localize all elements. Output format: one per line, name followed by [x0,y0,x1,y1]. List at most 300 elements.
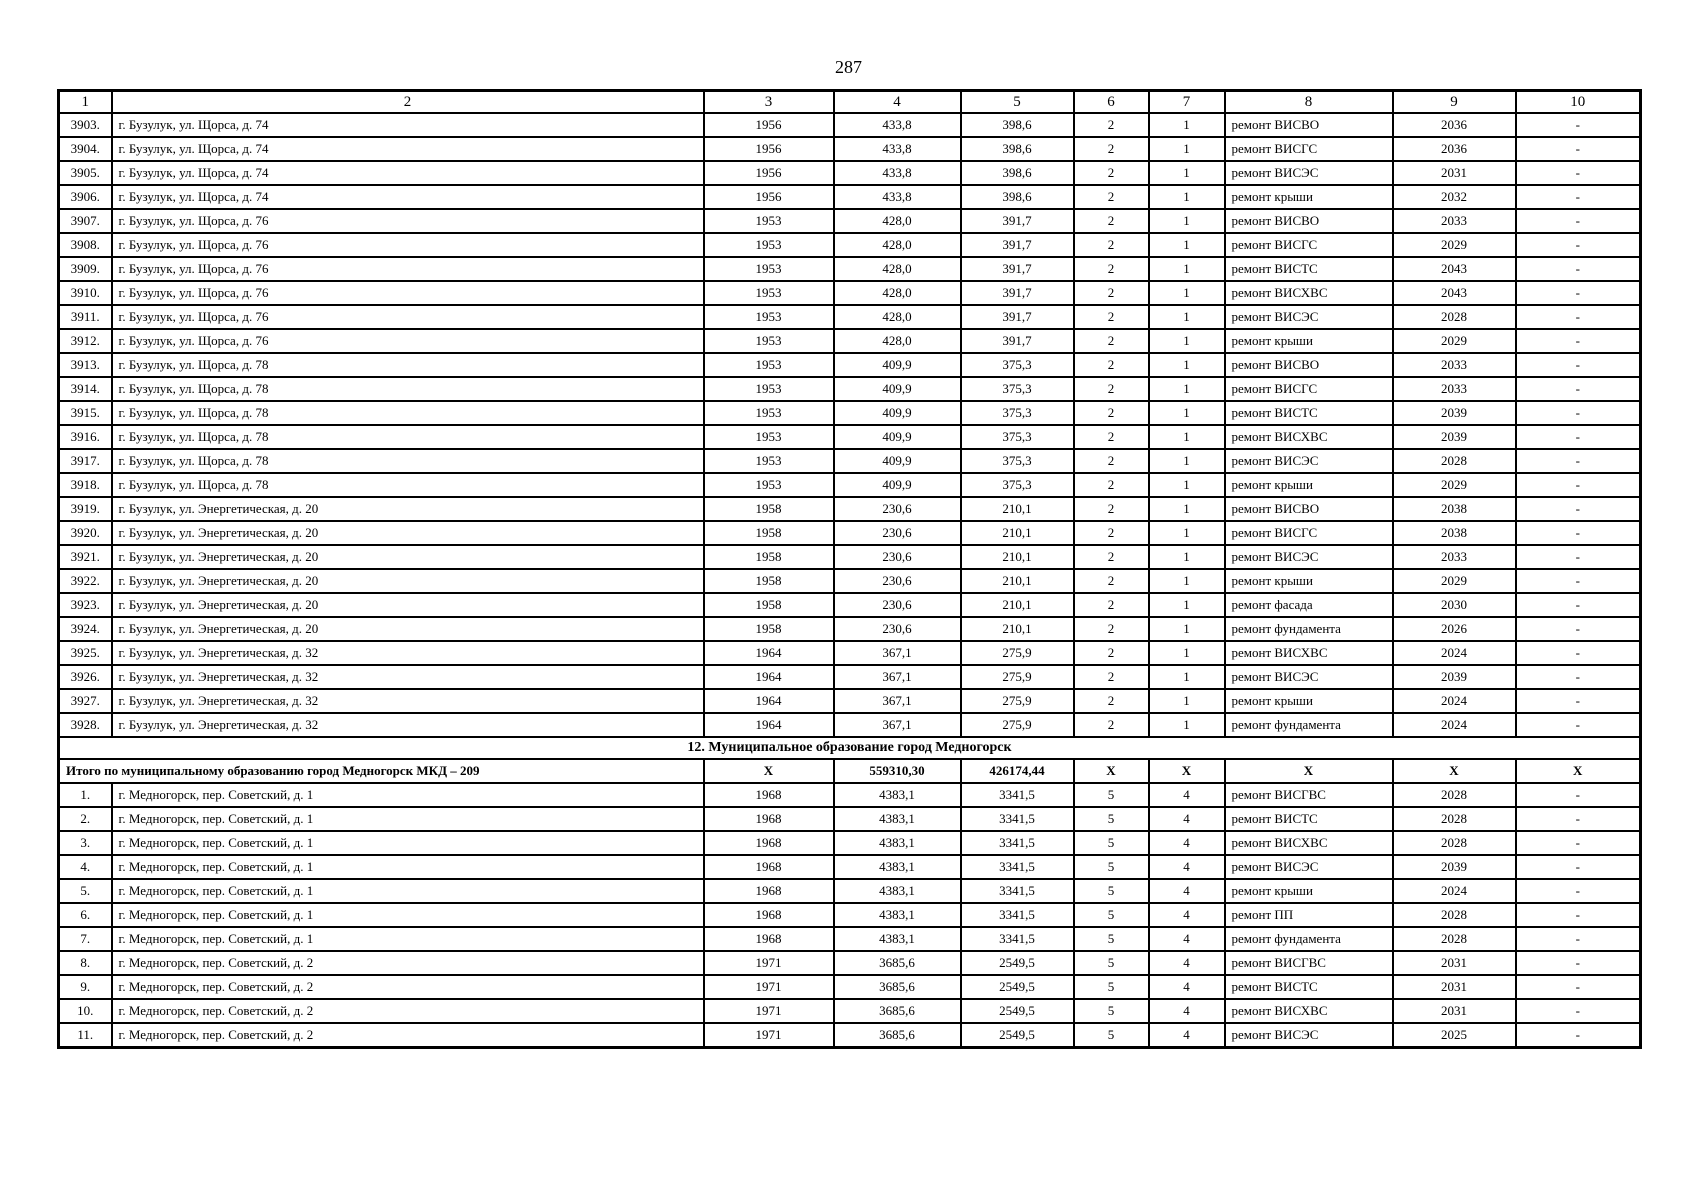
address-cell: г. Бузулук, ул. Энергетическая, д. 20 [112,497,704,521]
living-area-cell: 375,3 [961,473,1074,497]
total-value-cell: 559310,30 [834,759,961,783]
row-number-cell: 3903. [59,113,112,137]
table-row [59,831,1641,855]
table-row [59,425,1641,449]
entrances-cell: 4 [1149,975,1225,999]
living-area-cell: 2549,5 [961,1023,1074,1048]
table-row [59,473,1641,497]
build-year-cell: 1971 [704,1023,834,1048]
floors-cell: 2 [1074,137,1149,161]
build-year-cell: 1968 [704,927,834,951]
total-area-cell: 409,9 [834,377,961,401]
total-area-cell: 428,0 [834,233,961,257]
table-row [59,497,1641,521]
total-area-cell: 367,1 [834,713,961,737]
repair-year-cell: 2029 [1393,329,1516,353]
table-row [59,329,1641,353]
note-cell: - [1516,1023,1641,1048]
living-area-cell: 210,1 [961,497,1074,521]
table-row [59,569,1641,593]
living-area-cell: 3341,5 [961,879,1074,903]
row-number-cell: 6. [59,903,112,927]
row-number-cell: 5. [59,879,112,903]
repair-program-table [57,89,1642,1049]
floors-cell: 2 [1074,233,1149,257]
note-cell: - [1516,473,1641,497]
address-cell: г. Медногорск, пер. Советский, д. 1 [112,879,704,903]
repair-year-cell: 2028 [1393,783,1516,807]
build-year-cell: 1958 [704,569,834,593]
row-number-cell: 7. [59,927,112,951]
total-area-cell: 409,9 [834,401,961,425]
table-body [59,91,1641,1048]
address-cell: г. Медногорск, пер. Советский, д. 2 [112,1023,704,1048]
floors-cell: 5 [1074,975,1149,999]
floors-cell: 2 [1074,713,1149,737]
repair-year-cell: 2033 [1393,353,1516,377]
repair-year-cell: 2038 [1393,497,1516,521]
row-number-cell: 3923. [59,593,112,617]
note-cell: - [1516,689,1641,713]
note-cell: - [1516,927,1641,951]
floors-cell: 5 [1074,1023,1149,1048]
table-row [59,161,1641,185]
table-row [59,1023,1641,1048]
row-number-cell: 3926. [59,665,112,689]
floors-cell: 5 [1074,903,1149,927]
living-area-cell: 3341,5 [961,903,1074,927]
note-cell: - [1516,641,1641,665]
entrances-cell: 1 [1149,497,1225,521]
total-area-cell: 428,0 [834,329,961,353]
address-cell: г. Бузулук, ул. Щорса, д. 76 [112,257,704,281]
note-cell: - [1516,951,1641,975]
note-cell: - [1516,113,1641,137]
repair-year-cell: 2031 [1393,161,1516,185]
floors-cell: 2 [1074,161,1149,185]
floors-cell: 2 [1074,521,1149,545]
total-area-cell: 3685,6 [834,951,961,975]
work-type-cell: ремонт ВИСЭС [1225,545,1393,569]
floors-cell: 2 [1074,401,1149,425]
living-area-cell: 398,6 [961,185,1074,209]
work-type-cell: ремонт ВИСХВС [1225,281,1393,305]
entrances-cell: 1 [1149,425,1225,449]
floors-cell: 5 [1074,999,1149,1023]
total-area-cell: 230,6 [834,617,961,641]
repair-year-cell: 2033 [1393,377,1516,401]
row-number-cell: 3921. [59,545,112,569]
table-row [59,665,1641,689]
work-type-cell: ремонт ВИСТС [1225,257,1393,281]
living-area-cell: 391,7 [961,305,1074,329]
address-cell: г. Бузулук, ул. Щорса, д. 76 [112,233,704,257]
column-header: 2 [112,91,704,114]
note-cell: - [1516,257,1641,281]
floors-cell: 2 [1074,185,1149,209]
floors-cell: 2 [1074,641,1149,665]
living-area-cell: 375,3 [961,377,1074,401]
total-area-cell: 367,1 [834,689,961,713]
entrances-cell: 4 [1149,903,1225,927]
build-year-cell: 1956 [704,137,834,161]
note-cell: - [1516,497,1641,521]
entrances-cell: 1 [1149,209,1225,233]
total-area-cell: 3685,6 [834,975,961,999]
row-number-cell: 3925. [59,641,112,665]
build-year-cell: 1953 [704,473,834,497]
build-year-cell: 1964 [704,641,834,665]
total-area-cell: 4383,1 [834,831,961,855]
address-cell: г. Медногорск, пер. Советский, д. 2 [112,951,704,975]
entrances-cell: 1 [1149,617,1225,641]
column-header: 10 [1516,91,1641,114]
note-cell: - [1516,377,1641,401]
living-area-cell: 3341,5 [961,783,1074,807]
floors-cell: 2 [1074,569,1149,593]
entrances-cell: 1 [1149,185,1225,209]
entrances-cell: 1 [1149,257,1225,281]
build-year-cell: 1968 [704,879,834,903]
table-row [59,951,1641,975]
work-type-cell: ремонт ВИСХВС [1225,999,1393,1023]
entrances-cell: 4 [1149,783,1225,807]
living-area-cell: 210,1 [961,521,1074,545]
address-cell: г. Бузулук, ул. Энергетическая, д. 20 [112,569,704,593]
work-type-cell: ремонт ВИСВО [1225,497,1393,521]
note-cell: - [1516,305,1641,329]
repair-year-cell: 2028 [1393,305,1516,329]
living-area-cell: 398,6 [961,137,1074,161]
address-cell: г. Бузулук, ул. Щорса, д. 74 [112,161,704,185]
address-cell: г. Бузулук, ул. Щорса, д. 74 [112,137,704,161]
address-cell: г. Медногорск, пер. Советский, д. 1 [112,807,704,831]
table-row [59,377,1641,401]
table-row [59,113,1641,137]
row-number-cell: 3913. [59,353,112,377]
entrances-cell: 4 [1149,855,1225,879]
total-area-cell: 409,9 [834,449,961,473]
address-cell: г. Бузулук, ул. Щорса, д. 76 [112,305,704,329]
entrances-cell: 1 [1149,113,1225,137]
note-cell: - [1516,449,1641,473]
address-cell: г. Медногорск, пер. Советский, д. 1 [112,831,704,855]
build-year-cell: 1971 [704,951,834,975]
entrances-cell: 1 [1149,473,1225,497]
work-type-cell: ремонт ВИСГС [1225,521,1393,545]
floors-cell: 2 [1074,545,1149,569]
work-type-cell: ремонт ВИСГС [1225,137,1393,161]
living-area-cell: 3341,5 [961,927,1074,951]
floors-cell: 5 [1074,807,1149,831]
table-row [59,783,1641,807]
note-cell: - [1516,545,1641,569]
repair-year-cell: 2024 [1393,641,1516,665]
entrances-cell: 1 [1149,713,1225,737]
build-year-cell: 1958 [704,617,834,641]
work-type-cell: ремонт ВИСГВС [1225,951,1393,975]
work-type-cell: ремонт крыши [1225,185,1393,209]
entrances-cell: 1 [1149,521,1225,545]
note-cell: - [1516,329,1641,353]
build-year-cell: 1956 [704,161,834,185]
table-row [59,281,1641,305]
table-row [59,209,1641,233]
work-type-cell: ремонт фундамента [1225,927,1393,951]
row-number-cell: 1. [59,783,112,807]
floors-cell: 5 [1074,783,1149,807]
entrances-cell: 4 [1149,879,1225,903]
entrances-cell: 1 [1149,449,1225,473]
row-number-cell: 3. [59,831,112,855]
table-row [59,689,1641,713]
note-cell: - [1516,831,1641,855]
repair-year-cell: 2031 [1393,975,1516,999]
entrances-cell: 1 [1149,281,1225,305]
work-type-cell: ремонт ВИСХВС [1225,425,1393,449]
note-cell: - [1516,281,1641,305]
entrances-cell: 1 [1149,305,1225,329]
floors-cell: 5 [1074,831,1149,855]
total-area-cell: 3685,6 [834,1023,961,1048]
living-area-cell: 2549,5 [961,951,1074,975]
repair-year-cell: 2028 [1393,807,1516,831]
repair-year-cell: 2024 [1393,713,1516,737]
page-number: 287 [835,57,862,77]
row-number-cell: 3911. [59,305,112,329]
build-year-cell: 1953 [704,425,834,449]
floors-cell: 2 [1074,449,1149,473]
living-area-cell: 375,3 [961,401,1074,425]
note-cell: - [1516,233,1641,257]
address-cell: г. Бузулук, ул. Щорса, д. 76 [112,281,704,305]
row-number-cell: 3912. [59,329,112,353]
total-value-cell: 426174,44 [961,759,1074,783]
total-area-cell: 230,6 [834,521,961,545]
build-year-cell: 1964 [704,665,834,689]
table-row [59,449,1641,473]
entrances-cell: 1 [1149,353,1225,377]
total-area-cell: 230,6 [834,569,961,593]
column-header: 1 [59,91,112,114]
address-cell: г. Бузулук, ул. Энергетическая, д. 32 [112,713,704,737]
table-row [59,593,1641,617]
build-year-cell: 1958 [704,521,834,545]
row-number-cell: 3916. [59,425,112,449]
work-type-cell: ремонт крыши [1225,473,1393,497]
entrances-cell: 1 [1149,161,1225,185]
entrances-cell: 4 [1149,831,1225,855]
living-area-cell: 275,9 [961,689,1074,713]
entrances-cell: 4 [1149,927,1225,951]
note-cell: - [1516,161,1641,185]
build-year-cell: 1971 [704,999,834,1023]
address-cell: г. Медногорск, пер. Советский, д. 1 [112,855,704,879]
address-cell: г. Медногорск, пер. Советский, д. 1 [112,783,704,807]
build-year-cell: 1968 [704,855,834,879]
row-number-cell: 9. [59,975,112,999]
living-area-cell: 375,3 [961,449,1074,473]
address-cell: г. Бузулук, ул. Щорса, д. 74 [112,185,704,209]
total-area-cell: 428,0 [834,281,961,305]
build-year-cell: 1958 [704,497,834,521]
work-type-cell: ремонт крыши [1225,689,1393,713]
total-area-cell: 230,6 [834,497,961,521]
repair-year-cell: 2028 [1393,449,1516,473]
address-cell: г. Бузулук, ул. Щорса, д. 76 [112,209,704,233]
row-number-cell: 3907. [59,209,112,233]
living-area-cell: 375,3 [961,353,1074,377]
repair-year-cell: 2031 [1393,951,1516,975]
total-area-cell: 4383,1 [834,903,961,927]
table-row [59,975,1641,999]
repair-year-cell: 2039 [1393,401,1516,425]
address-cell: г. Бузулук, ул. Энергетическая, д. 32 [112,689,704,713]
table-row [59,233,1641,257]
work-type-cell: ремонт ВИСЭС [1225,665,1393,689]
row-number-cell: 3920. [59,521,112,545]
repair-year-cell: 2039 [1393,425,1516,449]
total-label: Итого по муниципальному образованию город Медногорск МКД – 209 [59,759,704,783]
build-year-cell: 1953 [704,449,834,473]
work-type-cell: ремонт ВИСВО [1225,113,1393,137]
total-area-cell: 409,9 [834,425,961,449]
row-number-cell: 3905. [59,161,112,185]
work-type-cell: ремонт ВИСТС [1225,807,1393,831]
entrances-cell: 1 [1149,401,1225,425]
repair-year-cell: 2029 [1393,569,1516,593]
total-area-cell: 433,8 [834,161,961,185]
build-year-cell: 1953 [704,401,834,425]
total-value-cell: Х [1225,759,1393,783]
work-type-cell: ремонт ПП [1225,903,1393,927]
floors-cell: 2 [1074,497,1149,521]
work-type-cell: ремонт ВИСГС [1225,233,1393,257]
repair-year-cell: 2033 [1393,209,1516,233]
total-area-cell: 4383,1 [834,879,961,903]
address-cell: г. Бузулук, ул. Щорса, д. 78 [112,377,704,401]
column-header: 8 [1225,91,1393,114]
build-year-cell: 1968 [704,831,834,855]
repair-year-cell: 2029 [1393,473,1516,497]
work-type-cell: ремонт ВИСГВС [1225,783,1393,807]
work-type-cell: ремонт ВИСЭС [1225,1023,1393,1048]
repair-year-cell: 2026 [1393,617,1516,641]
total-area-cell: 428,0 [834,209,961,233]
total-value-cell: Х [1149,759,1225,783]
table-row [59,927,1641,951]
floors-cell: 2 [1074,353,1149,377]
row-number-cell: 3917. [59,449,112,473]
living-area-cell: 391,7 [961,281,1074,305]
work-type-cell: ремонт крыши [1225,879,1393,903]
work-type-cell: ремонт ВИСЭС [1225,449,1393,473]
total-area-cell: 409,9 [834,353,961,377]
table-row [59,545,1641,569]
entrances-cell: 1 [1149,233,1225,257]
entrances-cell: 1 [1149,689,1225,713]
living-area-cell: 2549,5 [961,975,1074,999]
column-header: 3 [704,91,834,114]
row-number-cell: 3909. [59,257,112,281]
note-cell: - [1516,617,1641,641]
total-value-cell: Х [704,759,834,783]
work-type-cell: ремонт ВИСЭС [1225,161,1393,185]
table-row [59,713,1641,737]
address-cell: г. Бузулук, ул. Щорса, д. 78 [112,473,704,497]
row-number-cell: 3906. [59,185,112,209]
entrances-cell: 4 [1149,807,1225,831]
build-year-cell: 1964 [704,713,834,737]
floors-cell: 2 [1074,281,1149,305]
address-cell: г. Медногорск, пер. Советский, д. 1 [112,927,704,951]
repair-year-cell: 2038 [1393,521,1516,545]
repair-year-cell: 2028 [1393,903,1516,927]
repair-year-cell: 2043 [1393,257,1516,281]
living-area-cell: 3341,5 [961,807,1074,831]
note-cell: - [1516,353,1641,377]
total-area-cell: 230,6 [834,545,961,569]
work-type-cell: ремонт ВИСЭС [1225,305,1393,329]
repair-year-cell: 2030 [1393,593,1516,617]
repair-year-cell: 2028 [1393,927,1516,951]
repair-year-cell: 2029 [1393,233,1516,257]
total-area-cell: 4383,1 [834,783,961,807]
living-area-cell: 275,9 [961,641,1074,665]
living-area-cell: 210,1 [961,593,1074,617]
work-type-cell: ремонт ВИСТС [1225,975,1393,999]
table-row [59,999,1641,1023]
total-area-cell: 428,0 [834,305,961,329]
build-year-cell: 1953 [704,257,834,281]
repair-year-cell: 2039 [1393,665,1516,689]
floors-cell: 2 [1074,377,1149,401]
row-number-cell: 11. [59,1023,112,1048]
floors-cell: 2 [1074,665,1149,689]
row-number-cell: 3910. [59,281,112,305]
column-header: 5 [961,91,1074,114]
repair-year-cell: 2032 [1393,185,1516,209]
work-type-cell: ремонт ВИСГС [1225,377,1393,401]
address-cell: г. Бузулук, ул. Щорса, д. 78 [112,425,704,449]
note-cell: - [1516,569,1641,593]
build-year-cell: 1958 [704,545,834,569]
floors-cell: 2 [1074,113,1149,137]
work-type-cell: ремонт фундамента [1225,713,1393,737]
address-cell: г. Бузулук, ул. Щорса, д. 78 [112,353,704,377]
living-area-cell: 391,7 [961,257,1074,281]
address-cell: г. Бузулук, ул. Щорса, д. 78 [112,449,704,473]
floors-cell: 2 [1074,473,1149,497]
work-type-cell: ремонт ВИСХВС [1225,831,1393,855]
table-row [59,807,1641,831]
build-year-cell: 1958 [704,593,834,617]
build-year-cell: 1953 [704,329,834,353]
row-number-cell: 3928. [59,713,112,737]
total-value-cell: Х [1393,759,1516,783]
note-cell: - [1516,665,1641,689]
build-year-cell: 1953 [704,209,834,233]
note-cell: - [1516,185,1641,209]
floors-cell: 2 [1074,257,1149,281]
address-cell: г. Бузулук, ул. Щорса, д. 76 [112,329,704,353]
address-cell: г. Медногорск, пер. Советский, д. 1 [112,903,704,927]
table-row [59,855,1641,879]
row-number-cell: 4. [59,855,112,879]
total-area-cell: 409,9 [834,473,961,497]
repair-year-cell: 2036 [1393,137,1516,161]
living-area-cell: 3341,5 [961,855,1074,879]
